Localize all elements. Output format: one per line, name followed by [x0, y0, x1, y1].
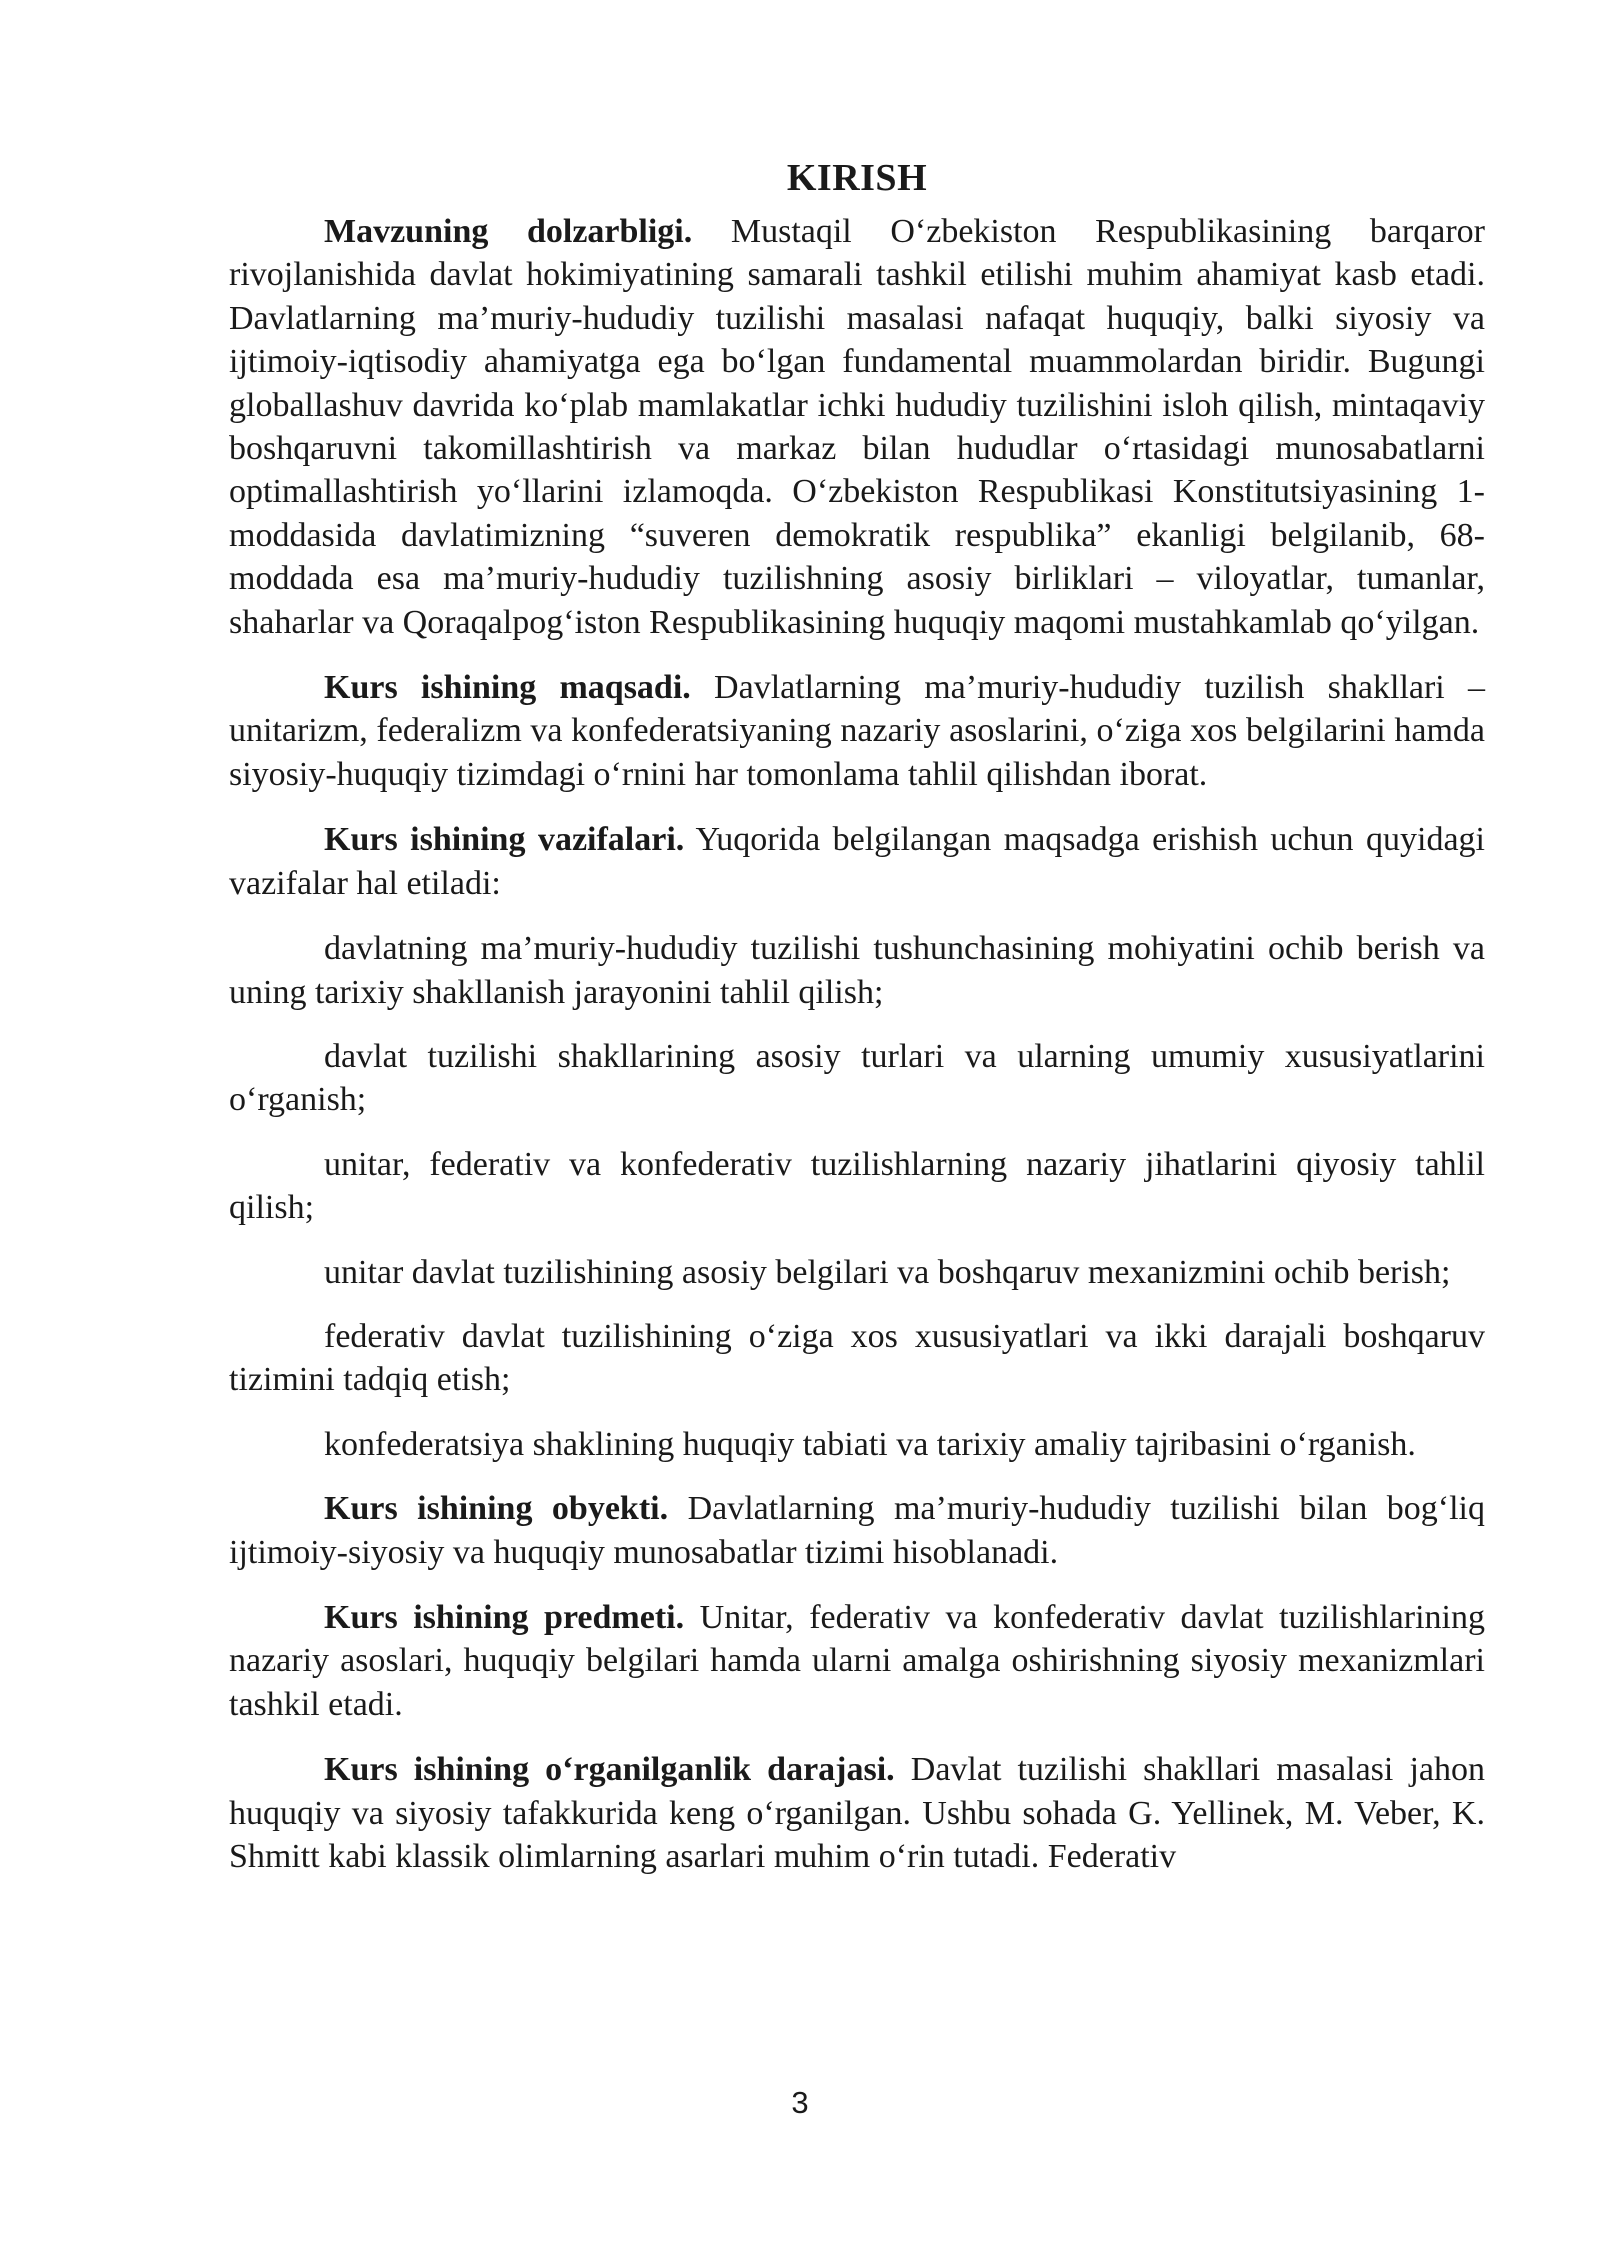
paragraph-text: Yuqorida belgilangan maqsadga erishish uchun quyidagi vazifalar hal etiladi: [229, 821, 1485, 902]
paragraph-text: Unitar, federativ va konfederativ davlat tuzilishlarining nazariy asoslari, huquqiy belgilari hamda ularni amalga oshirishning siyosiy mexanizmlari tashkil etadi. [229, 1598, 1485, 1723]
paragraph-obyekti [229, 1487, 1485, 1574]
paragraph-text: Davlatlarning ma’muriy-hududiy tuzilish shakllari – unitarizm, federalizm va konfederatsiyaning nazariy asoslarini, o‘ziga xos belgilarini hamda siyosiy-huquqiy tizimdagi o‘rnini har tomonlama tahlil qilishdan iborat. [229, 669, 1485, 793]
chapter-title: KIRISH [786, 157, 928, 199]
paragraph-text: Davlat tuzilishi shakllari masalasi jahon huquqiy va siyosiy tafakkurida keng o‘rganilgan. Ushbu sohada G. Yellinek, M. Veber, K. Shmitt kabi klassik olimlarning asarlari muhim o‘rin tutadi. Federativ [229, 1751, 1485, 1875]
task-item: konfederatsiya shaklining huquqiy tabiati va tarixiy amaliy tajribasini o‘rganish. [324, 1425, 1416, 1463]
task-item: unitar davlat tuzilishining asosiy belgilari va boshqaruv mexanizmini ochib berish; [324, 1253, 1451, 1291]
task-item: davlat tuzilishi shakllarining asosiy turlari va ularning umumiy xususiyatlarini o‘rganish; [229, 1037, 1485, 1119]
page-number: 3 [791, 2085, 809, 2120]
paragraph-label: Kurs ishining o‘rganilganlik darajasi. [324, 1751, 895, 1789]
paragraph-label: Kurs ishining obyekti. [324, 1490, 669, 1528]
paragraph-label: Kurs ishining vazifalari. [324, 821, 685, 859]
paragraph-maqsadi [229, 666, 1485, 796]
task-item: unitar, federativ va konfederativ tuzilishlarning nazariy jihatlarini qiyosiy tahlil qilish; [229, 1145, 1485, 1227]
paragraph-dolzarbligi [229, 210, 1485, 644]
paragraph-label: Kurs ishining predmeti. [324, 1598, 685, 1636]
paragraph-label: Kurs ishining maqsadi. [324, 669, 691, 707]
paragraph-label: Mavzuning dolzarbligi. [324, 213, 693, 250]
paragraph-text: Mustaqil O‘zbekiston Respublikasining barqaror rivojlanishida davlat hokimiyatining samarali tashkil etilishi muhim ahamiyat kasb etadi. Davlatlarning ma’muriy-hududiy tuzilishi masalasi nafaqat huquqiy, balki siyosiy va ijtimoiy-iqtisodiy ahamiyatga ega bo‘lgan fundamental muammolardan biridir. Bugungi globallashuv davrida ko‘plab mamlakatlar ichki hududiy tuzilishini isloh qilish, mintaqaviy boshqaruvni takomillashtirish va markaz bilan hududlar o‘rtasidagi munosabatlarni optimallashtirish yo‘llarini izlamoqda. O‘zbekiston Respublikasi Konstitutsiyasining 1-moddasida davlatimizning “suveren demokratik respublika” ekanligi belgilanib, 68-moddada esa ma’muriy-hududiy tuzilishning asosiy birliklari – viloyatlar, tumanlar, shaharlar va Qoraqalpog‘iston Respublikasining huquqiy maqomi mustahkamlab qo‘yilgan. [229, 213, 1485, 641]
paragraph-text: Davlatlarning ma’muriy-hududiy tuzilishi bilan bog‘liq ijtimoiy-siyosiy va huquqiy munosabatlar tizimi hisoblanadi. [229, 1490, 1486, 1571]
task-item: davlatning ma’muriy-hududiy tuzilishi tushunchasining mohiyatini ochib berish va uning tarixiy shakllanish jarayonini tahlil qilish; [229, 930, 1485, 1011]
page-content [229, 152, 1485, 1878]
paragraph-predmeti [229, 1596, 1485, 1726]
paragraph-vazifalari [229, 818, 1485, 905]
paragraph-darajasi [229, 1748, 1485, 1878]
task-item: federativ davlat tuzilishining o‘ziga xos xususiyatlari va ikki darajali boshqaruv tizimini tadqiq etish; [229, 1317, 1485, 1399]
